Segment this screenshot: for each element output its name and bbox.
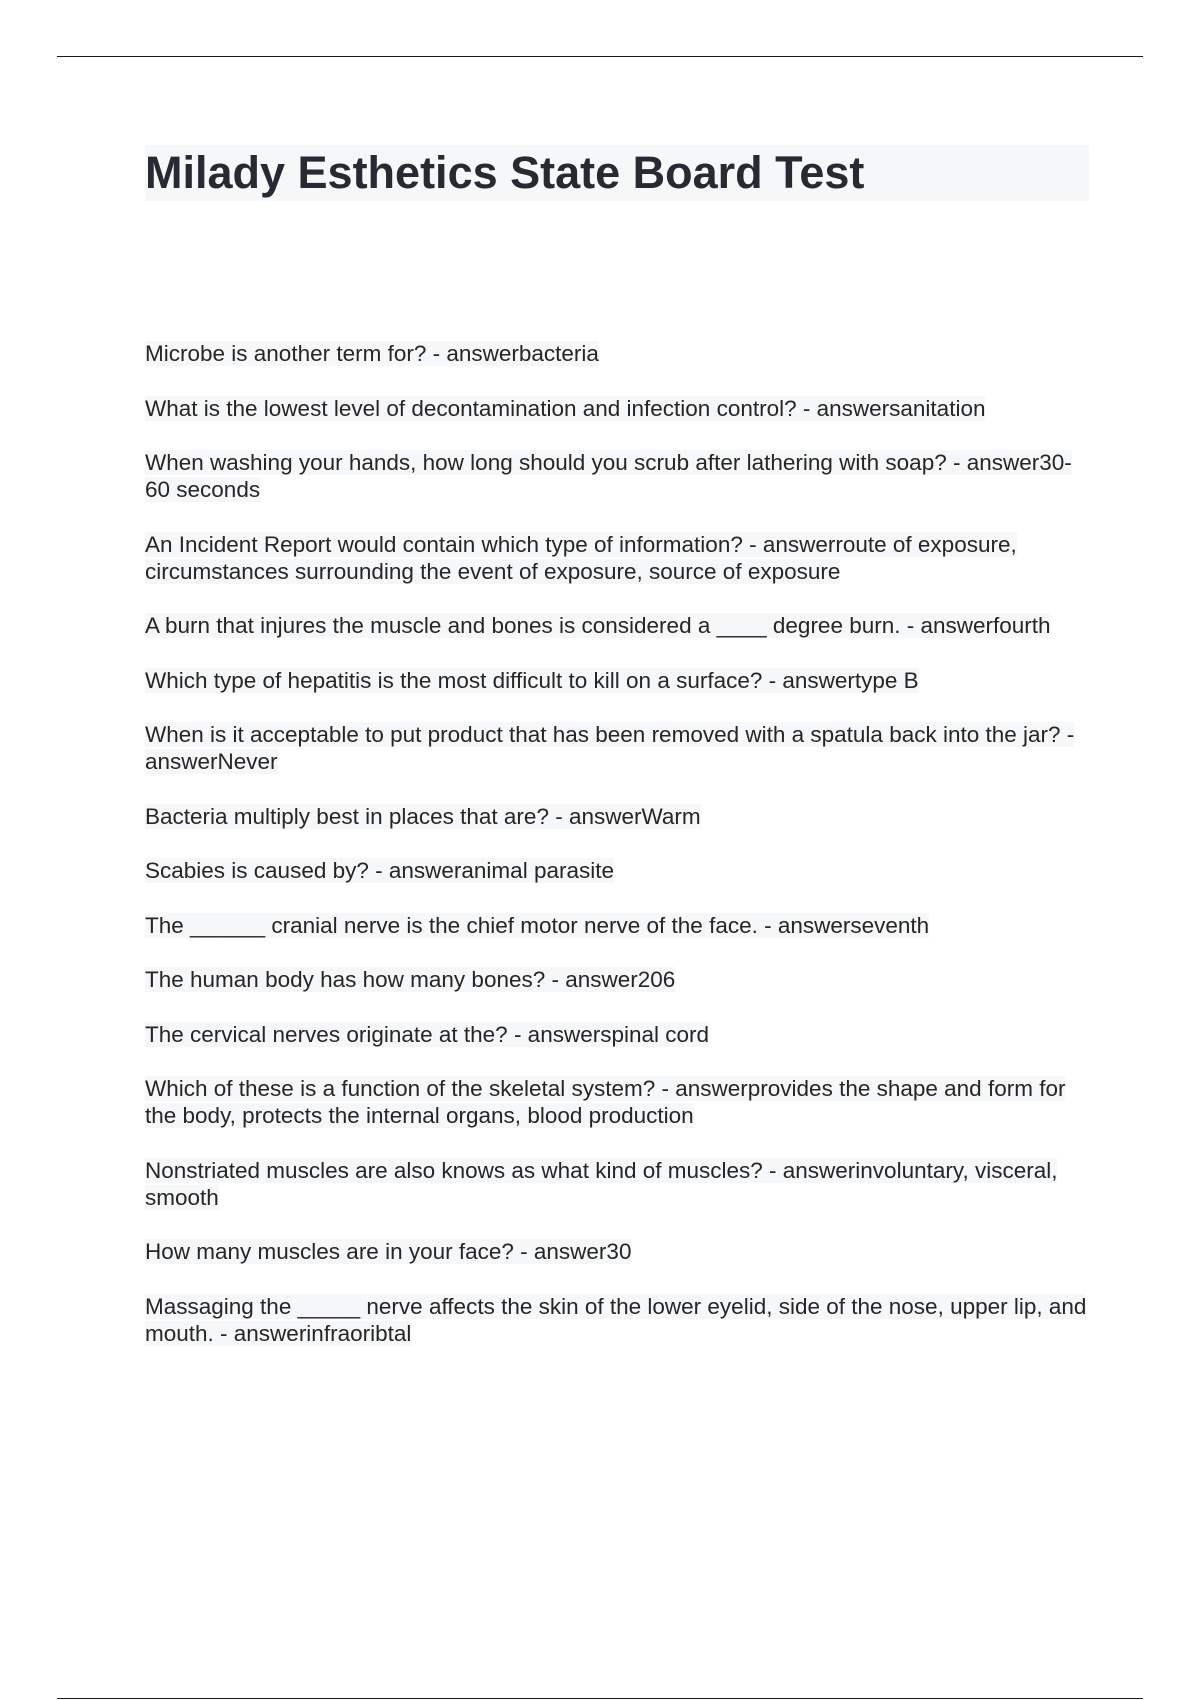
list-item [145,667,1091,694]
list-item [145,1157,1091,1211]
qa-text: Which of these is a function of the skeletal system? - answerprovides the shape and form for the body, protects the internal organs, blood production [145,1076,1066,1128]
list-item [145,1293,1091,1347]
qa-text: What is the lowest level of decontamination and infection control? - answersanitation [145,395,986,421]
list-item [145,531,1091,585]
qa-text: When washing your hands, how long should you scrub after lathering with soap? - answer30-60 seconds [145,450,1072,502]
list-item [145,1021,1091,1048]
qa-text: Microbe is another term for? - answerbacteria [145,341,599,366]
qa-text: A burn that injures the muscle and bones is considered a ____ degree burn. - answerfourth [145,613,1051,638]
list-item [145,966,1091,993]
list-item [145,612,1091,639]
qa-text: The cervical nerves originate at the? - answerspinal cord [145,1021,710,1047]
qa-text: Nonstriated muscles are also knows as what kind of muscles? - answerinvoluntary, visceral, smooth [145,1157,1058,1210]
list-item [145,857,1091,884]
qa-text: When is it acceptable to put product that has been removed with a spatula back into the jar? - answerNever [145,722,1075,774]
qa-text: The human body has how many bones? - answer206 [145,967,676,992]
list-item [145,449,1091,503]
list-item [145,340,1091,367]
page-title: Milady Esthetics State Board Test [145,147,865,198]
top-divider [57,56,1143,57]
qa-text: Which type of hepatitis is the most difficult to kill on a surface? - answertype B [145,667,919,693]
list-item [145,721,1091,775]
list-item [145,1075,1091,1129]
qa-text: Massaging the _____ nerve affects the skin of the lower eyelid, side of the nose, upper lip, and mouth. - answerinfraoribtal [145,1293,1087,1346]
qa-text: Scabies is caused by? - answeranimal parasite [145,858,614,883]
qa-text: The ______ cranial nerve is the chief motor nerve of the face. - answerseventh [145,912,930,938]
list-item [145,912,1091,939]
list-item [145,395,1091,422]
bottom-divider [57,1698,1143,1699]
list-item [145,803,1091,830]
qa-text: Bacteria multiply best in places that are? - answerWarm [145,803,701,829]
question-answer-list [145,340,1091,1374]
list-item [145,1238,1091,1265]
qa-text: How many muscles are in your face? - answer30 [145,1239,632,1264]
qa-text: An Incident Report would contain which type of information? - answerroute of exposure, circumstances surrounding the event of exposure, source of exposure [145,531,1017,584]
